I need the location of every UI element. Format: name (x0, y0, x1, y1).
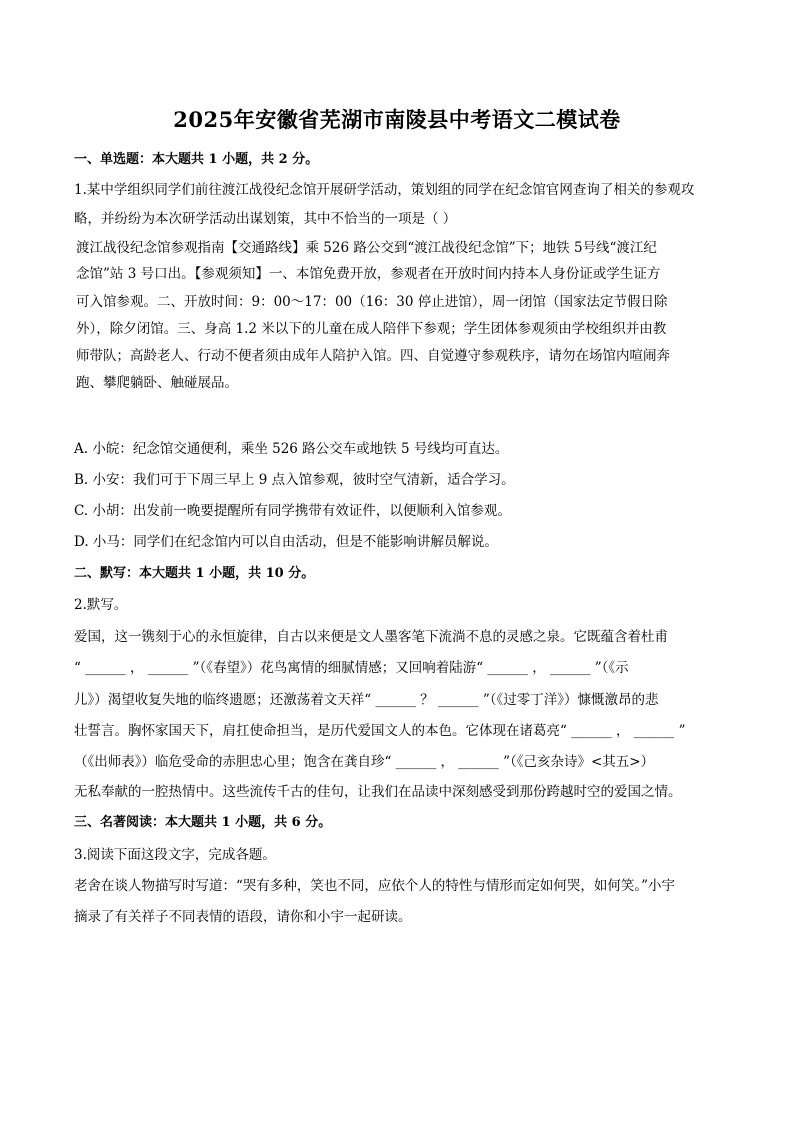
passage-line: 念馆”站 3 号口出。【参观须知】一、本馆免费开放，参观者在开放时间内持本人身份证或学生证方 (76, 266, 661, 282)
option-d: D. 小马：同学们在纪念馆内可以自由活动，但是不能影响讲解员解说。 (74, 534, 498, 550)
option-c: C. 小胡：出发前一晚要提醒所有同学携带有效证件，以便顺利入馆参观。 (74, 503, 511, 519)
passage-line: 外），除夕闭馆。三、身高 1.2 米以下的儿童在成人陪伴下参观；学生团体参观须由学校组织并由教 (76, 321, 667, 337)
section-3-heading: 三、名著阅读：本大题共 1 小题，共 6 分。 (74, 815, 332, 830)
section-2-heading: 二、默写：本大题共 1 小题，共 10 分。 (74, 566, 315, 581)
reading-line: 老舍在谈人物描写时写道：“哭有多种，笑也不同，应依个人的特性与情形而定如何哭，如何笑。”小宇 (74, 878, 676, 894)
recitation-line: 无私奉献的一腔热情中。这些流传千古的佳句，让我们在品读中深刻感受到那份跨越时空的爱国之情。 (74, 784, 682, 800)
question-2-label: 2.默写。 (74, 597, 128, 613)
section-1-heading: 一、单选题：本大题共 1 小题，共 2 分。 (74, 152, 319, 167)
option-a: A. 小皖：纪念馆交通便利，乘坐 526 路公交车或地铁 5 号线均可直达。 (74, 441, 509, 457)
recitation-line: 爱国，这一镌刻于心的永恒旋律，自古以来便是文人墨客笔下流淌不息的灵感之泉。它既蕴含着杜甫 (74, 629, 668, 645)
question-1-line: 略，并纷纷为本次研学活动出谋划策，其中不恰当的一项是（ ） (74, 211, 457, 227)
passage-line: 可入馆参观。二、开放时间：9：00～17：00（16：30 停止进馆），周一闭馆（国家法定节假日除 (76, 294, 668, 310)
exam-title: 2025年安徽省芜湖市南陵县中考语文二模试卷 (173, 107, 621, 132)
option-b: B. 小安：我们可于下周三早上 9 点入馆参观，彼时空气清新，适合学习。 (74, 472, 515, 488)
question-3-label: 3.阅读下面这段文字，完成各题。 (74, 847, 276, 863)
passage-line: 跑、攀爬躺卧、触碰展品。 (76, 375, 238, 391)
question-1-line: 1.某中学组织同学们前往渡江战役纪念馆开展研学活动，策划组的同学在纪念馆官网查询了相关的参观攻 (74, 182, 695, 198)
passage-line: 渡江战役纪念馆参观指南【交通路线】乘 526 路公交到“渡江战役纪念馆”下；地铁 5号线“渡江纪 (76, 240, 657, 256)
recitation-line: 壮誓言。胸怀家国天下，肩扛使命担当，是历代爱国文人的本色。它体现在诸葛亮“ ______ ， ______ ” (74, 723, 686, 739)
recitation-line: （《出师表》）临危受命的赤胆忠心里；饱含在龚自珍“ ______ ， ______ ”（《己亥杂诗》<其五>） (74, 754, 655, 770)
recitation-line: “ ______ ， ______ ”（《春望》）花鸟寓情的细腻情感；又回响着陆游“ ______ ， ______ ”（《示 (74, 660, 629, 676)
recitation-line: 儿》）渴望收复失地的临终遗愿；还激荡着文天祥“ ______ ？ ______ ”（《过零丁洋》）慷慨激昂的悲 (74, 692, 659, 708)
reading-line: 摘录了有关祥子不同表情的语段，请你和小宇一起研读。 (74, 909, 412, 925)
passage-line: 师带队；高龄老人、行动不便者须由成年人陪护入馆。四、自觉遵守参观秩序，请勿在场馆内喧闹奔 (76, 348, 670, 364)
